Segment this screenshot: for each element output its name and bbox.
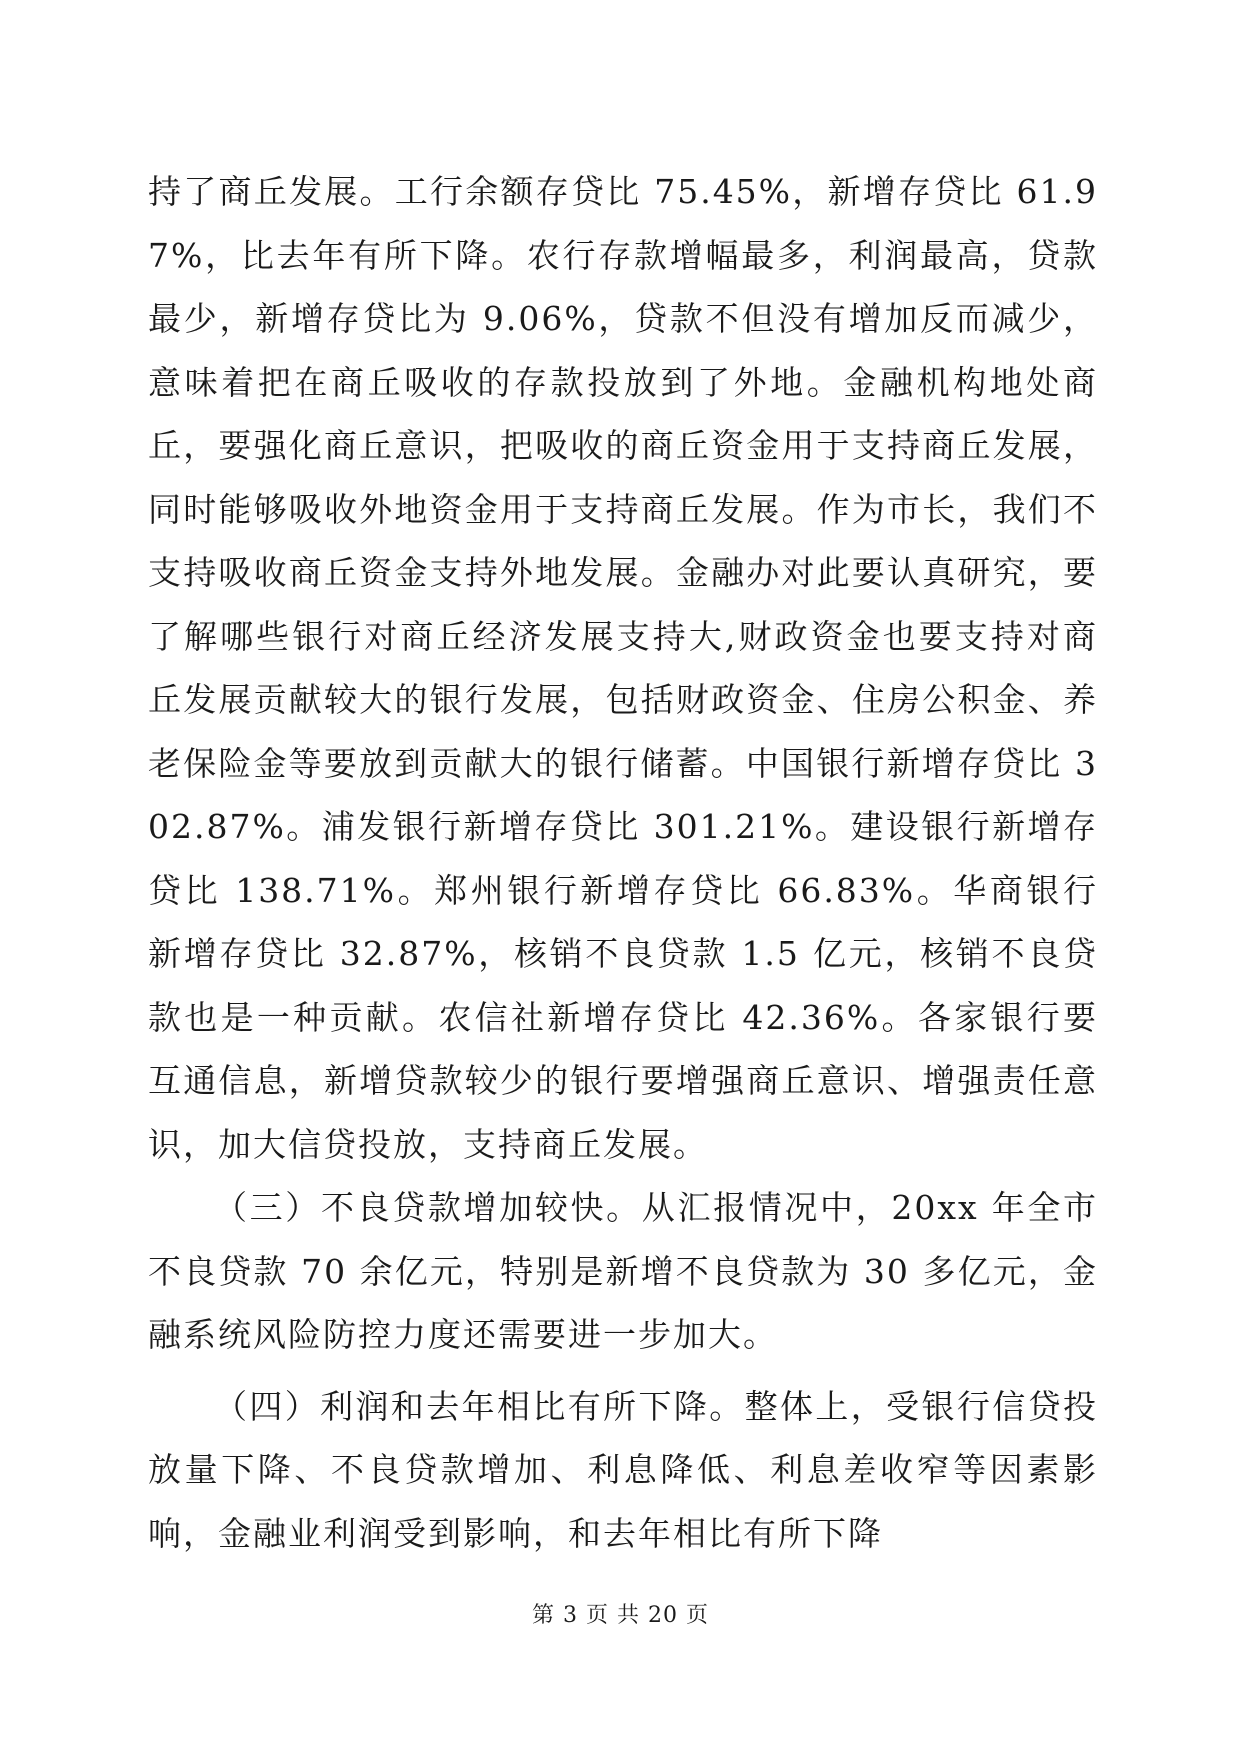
paragraph-continuation: 持了商丘发展。工行余额存贷比 75.45%，新增存贷比 61.97%，比去年有所下降。农行存款增幅最多，利润最高，贷款最少，新增存贷比为 9.06%，贷款不但没有增加反而减少，意味着把在商丘吸收的存款投放到了外地。金融机构地处商丘，要强化商丘意识，把吸收的商丘资金用于支持商丘发展，同时能够吸收外地资金用于支持商丘发展。作为市长，我们不支持吸收商丘资金支持外地发展。金融办对此要认真研究，要了解哪些银行对商丘经济发展支持大,财政资金也要支持对商丘发展贡献较大的银行发展，包括财政资金、住房公积金、养老保险金等要放到贡献大的银行储蓄。中国银行新增存贷比 302.87%。浦发银行新增存贷比 301.21%。建设银行新增存贷比 138.71%。郑州银行新增存贷比 66.83%。华商银行新增存贷比 32.87%，核销不良贷款 1.5 亿元，核销不良贷款也是一种贡献。农信社新增存贷比 42.36%。各家银行要互通信息，新增贷款较少的银行要增强商丘意识、增强责任意识，加大信贷投放，支持商丘发展。 [148, 172, 1098, 1164]
paragraph-section-four: （四）利润和去年相比有所下降。整体上，受银行信贷投放量下降、不良贷款增加、利息降低、利息差收窄等因素影响，金融业利润受到影响，和去年相比有所下降 [148, 1386, 1098, 1553]
document-body [148, 160, 1098, 1573]
paragraph-section-three: （三）不良贷款增加较快。从汇报情况中，20xx 年全市不良贷款 70 余亿元，特别是新增不良贷款为 30 多亿元，金融系统风险防控力度还需要进一步加大。 [148, 1188, 1098, 1354]
page-number-footer: 第 3 页 共 20 页 [532, 1603, 709, 1628]
